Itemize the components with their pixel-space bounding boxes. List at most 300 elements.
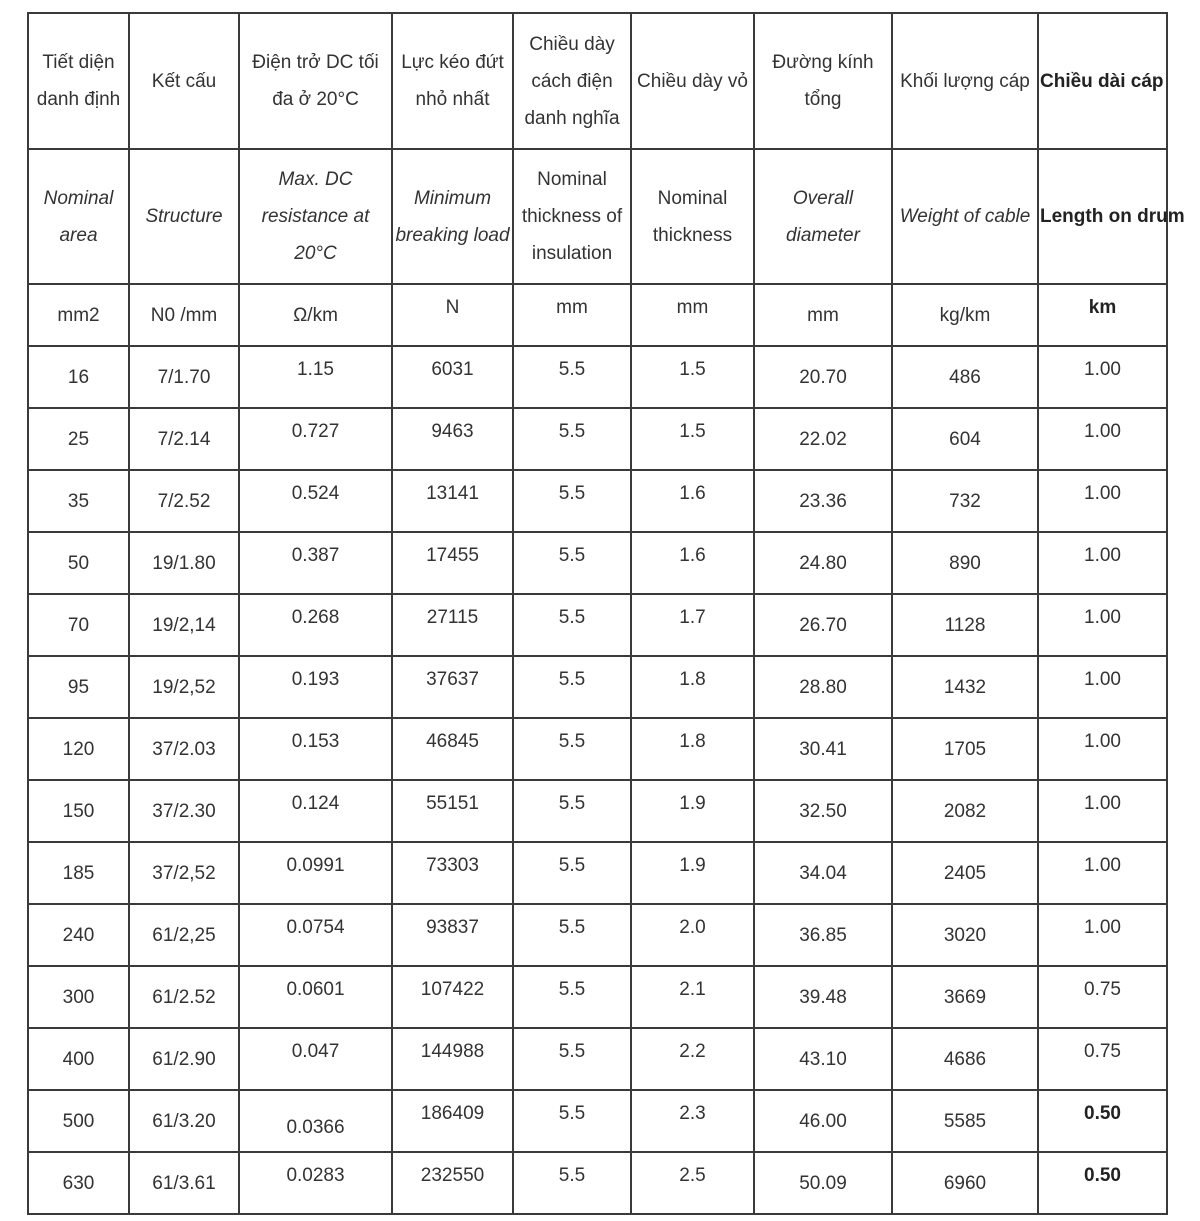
cell-value: 43.10 — [799, 1048, 847, 1070]
table-cell — [892, 966, 1038, 1028]
cell-value: 5.5 — [558, 978, 586, 1000]
cell-value: 400 — [62, 1048, 95, 1070]
cell-value: 0.50 — [1084, 1102, 1121, 1124]
header-en-cell: Nominal thickness — [631, 149, 754, 284]
cell-value: 20.70 — [799, 366, 847, 388]
header-en-cell: Overall diameter — [754, 149, 892, 284]
table-cell — [129, 966, 239, 1028]
table-cell — [28, 346, 129, 408]
unit-cell — [392, 284, 513, 346]
cell-value: 9463 — [431, 420, 474, 442]
cell-value: 0.50 — [1084, 1164, 1121, 1186]
table-cell — [892, 346, 1038, 408]
cell-value: 150 — [62, 800, 95, 822]
table-cell — [513, 780, 631, 842]
table-cell — [28, 408, 129, 470]
table-row — [28, 532, 1167, 594]
cell-value: 34.04 — [799, 862, 847, 884]
table-cell — [1038, 904, 1167, 966]
table-cell — [513, 842, 631, 904]
header-vi-cell: Chiều dày cách điện danh nghĩa — [513, 13, 631, 149]
unit-cell: mm2 — [28, 284, 129, 346]
cell-value: 37/2.30 — [152, 800, 216, 822]
table-cell — [28, 470, 129, 532]
cell-value: 2.5 — [679, 1164, 706, 1186]
cell-value: 61/2.90 — [152, 1048, 216, 1070]
cell-value: 5.5 — [558, 730, 586, 752]
table-cell — [1038, 780, 1167, 842]
table-cell — [239, 594, 392, 656]
table-cell — [129, 470, 239, 532]
unit-cell: N0 /mm — [129, 284, 239, 346]
table-row — [28, 346, 1167, 408]
cell-value: 2.3 — [679, 1102, 706, 1124]
cell-value: 36.85 — [799, 924, 847, 946]
table-cell — [129, 594, 239, 656]
cell-value: 27115 — [426, 606, 479, 628]
table-cell — [28, 780, 129, 842]
table-cell — [1038, 718, 1167, 780]
table-cell — [631, 532, 754, 594]
table-cell — [392, 966, 513, 1028]
table-cell — [392, 656, 513, 718]
cell-value: 61/2.52 — [152, 986, 216, 1008]
table-cell — [513, 408, 631, 470]
cell-value: 0.0754 — [286, 916, 345, 938]
table-cell — [28, 966, 129, 1028]
cell-value: 22.02 — [799, 428, 847, 450]
cell-value: 26.70 — [799, 614, 847, 636]
unit-cell: mm — [754, 284, 892, 346]
cell-value: 120 — [62, 738, 95, 760]
table-cell — [892, 470, 1038, 532]
table-cell — [631, 842, 754, 904]
cell-value: 95 — [67, 676, 90, 698]
table-cell — [631, 904, 754, 966]
table-cell — [754, 904, 892, 966]
cell-value: 0.75 — [1084, 978, 1121, 1000]
table-cell — [892, 780, 1038, 842]
table-cell — [129, 1152, 239, 1214]
table-cell — [28, 1028, 129, 1090]
cell-value: 17455 — [426, 544, 479, 566]
table-row — [28, 966, 1167, 1028]
table-cell — [754, 966, 892, 1028]
table-cell — [239, 656, 392, 718]
header-vi-cell: Khối lượng cáp — [892, 13, 1038, 149]
table-cell — [239, 532, 392, 594]
table-cell — [129, 842, 239, 904]
table-cell — [513, 966, 631, 1028]
table-cell — [754, 842, 892, 904]
cell-value: 6031 — [431, 358, 474, 380]
table-cell — [28, 842, 129, 904]
cell-value: 0.124 — [291, 792, 340, 814]
cell-value: 0.387 — [291, 544, 340, 566]
table-cell — [1038, 470, 1167, 532]
cell-value: 46845 — [426, 730, 479, 752]
cell-value: 0.0366 — [286, 1116, 345, 1138]
table-cell — [239, 408, 392, 470]
table-cell — [1038, 594, 1167, 656]
table-cell — [631, 656, 754, 718]
table-cell — [892, 718, 1038, 780]
table-cell — [1038, 346, 1167, 408]
table-row — [28, 780, 1167, 842]
table-cell — [28, 594, 129, 656]
table-cell — [1038, 966, 1167, 1028]
table-cell — [754, 470, 892, 532]
table-cell — [28, 904, 129, 966]
table-cell — [129, 1028, 239, 1090]
cell-value: 486 — [949, 366, 981, 388]
cell-value: 35 — [67, 490, 90, 512]
unit-cell — [513, 284, 631, 346]
header-en-cell: Length on drum — [1038, 149, 1167, 284]
cell-value: 500 — [62, 1110, 95, 1132]
cell-value: 0.524 — [291, 482, 340, 504]
table-row — [28, 408, 1167, 470]
unit-text: km — [1088, 296, 1117, 318]
table-cell — [754, 1028, 892, 1090]
table-body — [28, 13, 1185, 1214]
table-cell — [754, 594, 892, 656]
header-vi-cell: Kết cấu — [129, 13, 239, 149]
cell-value: 0.047 — [291, 1040, 340, 1062]
cell-value: 1.00 — [1084, 358, 1121, 380]
cell-value: 3020 — [943, 924, 987, 946]
table-row — [28, 470, 1167, 532]
header-vi-cell: Điện trở DC tối đa ở 20°C — [239, 13, 392, 149]
table-row — [28, 656, 1167, 718]
cable-spec-table — [27, 12, 1185, 1215]
table-cell — [513, 470, 631, 532]
table-cell — [392, 718, 513, 780]
cell-value: 28.80 — [799, 676, 847, 698]
table-cell — [631, 594, 754, 656]
header-vi-cell: Tiết diện danh định — [28, 13, 129, 149]
table-cell — [892, 1028, 1038, 1090]
cell-value: 19/1.80 — [152, 552, 216, 574]
table-cell — [754, 1152, 892, 1214]
table-cell — [28, 532, 129, 594]
table-cell — [239, 718, 392, 780]
cell-value: 46.00 — [799, 1110, 847, 1132]
table-cell — [892, 656, 1038, 718]
table-cell — [892, 1152, 1038, 1214]
table-cell — [892, 1090, 1038, 1152]
cell-value: 2.1 — [679, 978, 706, 1000]
unit-cell — [631, 284, 754, 346]
cell-value: 7/1.70 — [157, 366, 211, 388]
cell-value: 107422 — [420, 978, 485, 1000]
table-cell — [513, 1028, 631, 1090]
cell-value: 2405 — [943, 862, 987, 884]
table-cell — [754, 346, 892, 408]
cell-value: 0.0283 — [286, 1164, 345, 1186]
cell-value: 5.5 — [558, 1164, 586, 1186]
table-cell — [892, 532, 1038, 594]
cell-value: 5.5 — [558, 544, 586, 566]
cell-value: 61/3.61 — [152, 1172, 216, 1194]
cell-value: 1.15 — [297, 358, 334, 380]
table-cell — [129, 656, 239, 718]
cell-value: 2082 — [943, 800, 987, 822]
table-cell — [754, 718, 892, 780]
table-cell — [1038, 408, 1167, 470]
table-row — [28, 718, 1167, 780]
table-cell — [631, 1152, 754, 1214]
table-cell — [513, 718, 631, 780]
cell-value: 5.5 — [558, 1040, 586, 1062]
cell-value: 732 — [949, 490, 981, 512]
cell-value: 1.8 — [679, 730, 706, 752]
table-cell — [239, 1090, 392, 1152]
table-cell — [129, 718, 239, 780]
cell-value: 0.193 — [291, 668, 340, 690]
cell-value: 39.48 — [799, 986, 847, 1008]
cell-value: 1.5 — [679, 420, 706, 442]
table-cell — [631, 470, 754, 532]
header-row-vietnamese — [28, 13, 1167, 149]
cell-value: 19/2,52 — [152, 676, 216, 698]
cell-value: 37/2,52 — [152, 862, 216, 884]
table-cell — [392, 346, 513, 408]
cell-value: 240 — [62, 924, 95, 946]
cell-value: 25 — [67, 428, 90, 450]
cell-value: 1.00 — [1084, 792, 1121, 814]
table-cell — [1038, 1028, 1167, 1090]
cell-value: 1.9 — [679, 854, 706, 876]
table-cell — [1038, 1152, 1167, 1214]
cell-value: 1.00 — [1084, 730, 1121, 752]
cell-value: 50 — [67, 552, 90, 574]
cell-value: 5.5 — [558, 792, 586, 814]
table-cell — [392, 1090, 513, 1152]
table-cell — [1038, 656, 1167, 718]
table-row — [28, 1152, 1167, 1214]
table-cell — [513, 1152, 631, 1214]
table-cell — [28, 656, 129, 718]
cell-value: 1.00 — [1084, 854, 1121, 876]
table-cell — [392, 408, 513, 470]
header-en-cell: Nominal area — [28, 149, 129, 284]
cell-value: 1.8 — [679, 668, 706, 690]
cell-value: 185 — [62, 862, 95, 884]
table-cell — [892, 594, 1038, 656]
header-vi-cell: Chiều dài cáp — [1038, 13, 1167, 149]
cell-value: 186409 — [420, 1102, 485, 1124]
cell-value: 1.00 — [1084, 482, 1121, 504]
header-en-cell: Minimum breaking load — [392, 149, 513, 284]
table-cell — [631, 1090, 754, 1152]
table-cell — [631, 408, 754, 470]
table-cell — [392, 780, 513, 842]
cell-value: 4686 — [943, 1048, 987, 1070]
table-cell — [513, 532, 631, 594]
unit-text: N — [445, 296, 460, 318]
table-cell — [892, 904, 1038, 966]
cell-value: 7/2.52 — [157, 490, 211, 512]
cell-value: 1128 — [944, 614, 986, 636]
cell-value: 630 — [62, 1172, 95, 1194]
cell-value: 300 — [62, 986, 95, 1008]
header-en-cell: Nominal thickness of insulation — [513, 149, 631, 284]
table-row — [28, 904, 1167, 966]
cell-value: 1.00 — [1084, 544, 1121, 566]
cell-value: 1.00 — [1084, 606, 1121, 628]
cell-value: 61/3.20 — [152, 1110, 216, 1132]
cell-value: 1.00 — [1084, 668, 1121, 690]
cell-value: 30.41 — [799, 738, 847, 760]
cell-value: 5585 — [943, 1110, 987, 1132]
cell-value: 5.5 — [558, 420, 586, 442]
table-cell — [129, 346, 239, 408]
unit-cell — [1038, 284, 1167, 346]
table-cell — [892, 842, 1038, 904]
table-cell — [392, 1028, 513, 1090]
table-row — [28, 1028, 1167, 1090]
cell-value: 0.153 — [291, 730, 340, 752]
cell-value: 0.0991 — [286, 854, 345, 876]
cell-value: 5.5 — [558, 482, 586, 504]
cell-value: 19/2,14 — [152, 614, 216, 636]
cell-value: 1432 — [943, 676, 987, 698]
table-cell — [129, 408, 239, 470]
cell-value: 1.6 — [679, 544, 706, 566]
cell-value: 1.00 — [1084, 420, 1121, 442]
table-cell — [392, 904, 513, 966]
cell-value: 144988 — [420, 1040, 485, 1062]
table-cell — [129, 532, 239, 594]
table-cell — [631, 346, 754, 408]
table-cell — [892, 408, 1038, 470]
cell-value: 604 — [949, 428, 981, 450]
table-cell — [392, 1152, 513, 1214]
table-cell — [239, 470, 392, 532]
table-cell — [239, 842, 392, 904]
table-cell — [129, 1090, 239, 1152]
table-cell — [28, 718, 129, 780]
header-en-cell: Weight of cable — [892, 149, 1038, 284]
cell-value: 1.7 — [679, 606, 706, 628]
header-vi-cell: Đường kính tổng — [754, 13, 892, 149]
table-cell — [392, 470, 513, 532]
cell-value: 5.5 — [558, 854, 586, 876]
table-cell — [513, 346, 631, 408]
cell-value: 5.5 — [558, 668, 586, 690]
cell-value: 50.09 — [799, 1172, 847, 1194]
table-cell — [631, 718, 754, 780]
unit-text: mm — [556, 296, 588, 318]
table-cell — [392, 594, 513, 656]
cell-value: 7/2.14 — [157, 428, 211, 450]
table-cell — [754, 408, 892, 470]
table-cell — [239, 904, 392, 966]
header-vi-cell: Chiều dày vỏ — [631, 13, 754, 149]
table-cell — [513, 1090, 631, 1152]
table-cell — [631, 780, 754, 842]
cell-value: 890 — [949, 552, 981, 574]
table-cell — [239, 1028, 392, 1090]
cell-value: 37637 — [426, 668, 479, 690]
table-row — [28, 594, 1167, 656]
table-cell — [239, 1152, 392, 1214]
table-cell — [129, 904, 239, 966]
table-cell — [392, 532, 513, 594]
table-cell — [513, 594, 631, 656]
cell-value: 16 — [67, 366, 90, 388]
cell-value: 0.0601 — [286, 978, 345, 1000]
cell-value: 23.36 — [799, 490, 847, 512]
cell-value: 61/2,25 — [152, 924, 216, 946]
cell-value: 1.6 — [679, 482, 706, 504]
cell-value: 24.80 — [799, 552, 847, 574]
cell-value: 55151 — [426, 792, 479, 814]
table-cell — [129, 780, 239, 842]
cell-value: 0.268 — [291, 606, 340, 628]
table-row — [28, 842, 1167, 904]
header-vi-cell: Lực kéo đứt nhỏ nhất — [392, 13, 513, 149]
table-cell — [239, 780, 392, 842]
cell-value: 3669 — [943, 986, 987, 1008]
cell-value: 2.2 — [679, 1040, 706, 1062]
cell-value: 32.50 — [799, 800, 847, 822]
table-cell — [754, 656, 892, 718]
table-row — [28, 1090, 1167, 1152]
cell-value: 93837 — [426, 916, 479, 938]
table-cell — [28, 1090, 129, 1152]
table-cell — [239, 346, 392, 408]
cell-value: 70 — [67, 614, 90, 636]
cell-value: 6960 — [943, 1172, 987, 1194]
table-cell — [1038, 532, 1167, 594]
cell-value: 1.5 — [679, 358, 706, 380]
table-cell — [631, 1028, 754, 1090]
cell-value: 5.5 — [558, 606, 586, 628]
header-row-english — [28, 149, 1167, 284]
header-en-cell: Structure — [129, 149, 239, 284]
table-cell — [754, 532, 892, 594]
table-cell — [631, 966, 754, 1028]
table-cell — [392, 842, 513, 904]
cell-value: 1705 — [943, 738, 987, 760]
cell-value: 0.75 — [1084, 1040, 1121, 1062]
cell-value: 1.00 — [1084, 916, 1121, 938]
table-cell — [28, 1152, 129, 1214]
header-en-cell: Max. DC resistance at 20°C — [239, 149, 392, 284]
cell-value: 13141 — [426, 482, 479, 504]
table-cell — [513, 904, 631, 966]
cell-value: 232550 — [420, 1164, 485, 1186]
cell-value: 1.9 — [679, 792, 706, 814]
units-row — [28, 284, 1167, 346]
cell-value: 5.5 — [558, 358, 586, 380]
table-cell — [1038, 1090, 1167, 1152]
table-cell — [754, 1090, 892, 1152]
cell-value: 37/2.03 — [152, 738, 216, 760]
cell-value: 5.5 — [558, 916, 586, 938]
table-cell — [239, 966, 392, 1028]
unit-cell: kg/km — [892, 284, 1038, 346]
cell-value: 73303 — [426, 854, 479, 876]
cell-value: 5.5 — [558, 1102, 586, 1124]
cell-value: 0.727 — [291, 420, 340, 442]
cell-value: 2.0 — [679, 916, 706, 938]
unit-text: mm — [676, 296, 709, 318]
table-cell — [754, 780, 892, 842]
unit-cell: Ω/km — [239, 284, 392, 346]
